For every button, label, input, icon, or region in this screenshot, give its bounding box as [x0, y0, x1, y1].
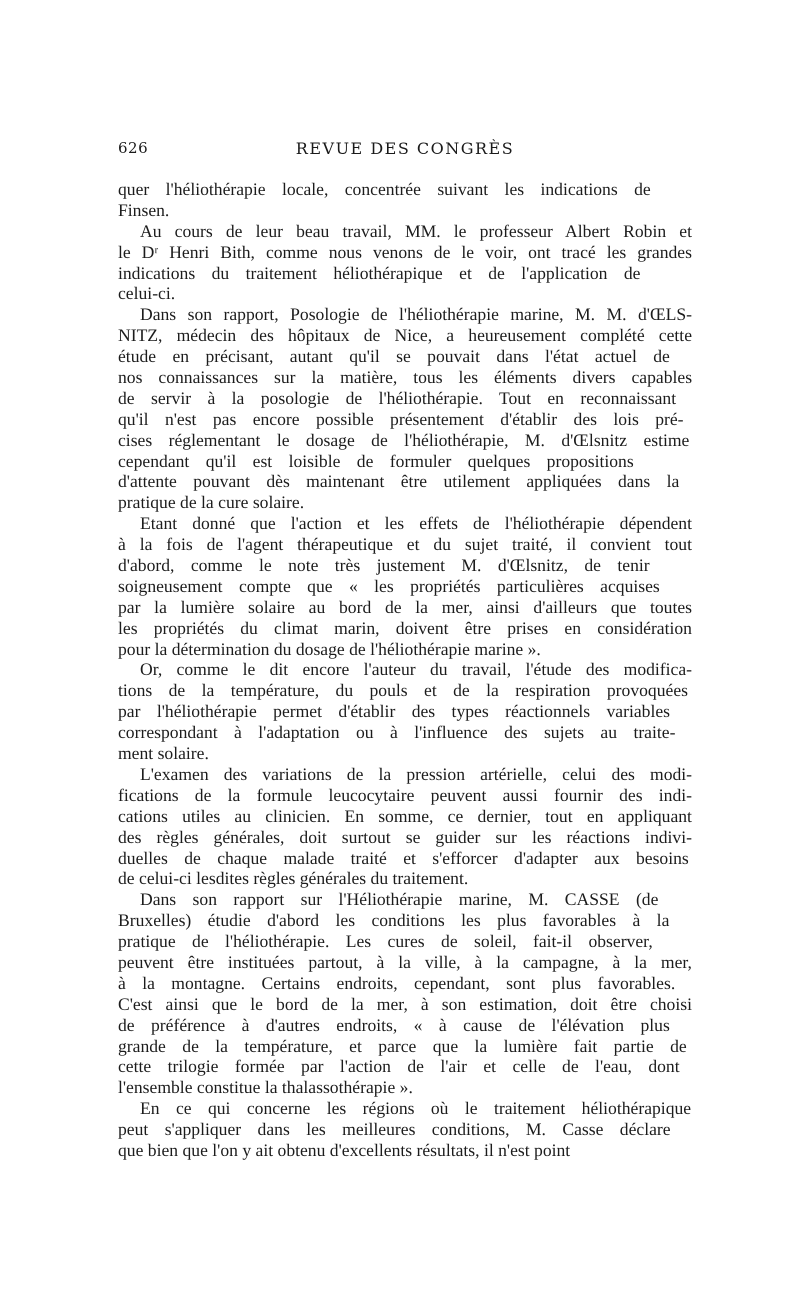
text-line: fications de la formule leucocytaire peuvent aussi fournir des indi- — [118, 784, 693, 805]
text-line: peut s'appliquer dans les meilleures conditions, M. Casse déclare — [118, 1119, 671, 1140]
text-line: Etant donné que l'action et les effets de l'héliothérapie dépendent — [140, 513, 692, 534]
text-line: des règles générales, doit surtout se guider sur les réactions indivi- — [118, 826, 692, 847]
text-line: par l'héliothérapie permet d'établir des types réactionnels variables — [118, 701, 670, 722]
text-line: tions de la température, du pouls et de la respiration provoquées — [118, 680, 688, 701]
page-header — [118, 139, 692, 165]
text-line: indications du traitement héliothérapique et de l'application de — [118, 262, 641, 283]
text-line: C'est ainsi que le bord de la mer, à son estimation, doit être choisi — [118, 993, 692, 1014]
text-line: En ce qui concerne les régions où le traitement héliothérapique — [140, 1098, 692, 1119]
text-line: de celui-ci lesdites règles générales du traitement. — [118, 868, 469, 889]
text-line: Bruxelles) étudie d'abord les conditions les plus favorables à la — [118, 910, 670, 931]
text-line: par la lumière solaire au bord de la mer, ainsi d'ailleurs que toutes — [118, 596, 693, 617]
text-line: que bien que l'on y ait obtenu d'excellents résultats, il n'est point — [118, 1139, 571, 1160]
text-line: étude en précisant, autant qu'il se pouvait dans l'état actuel de — [118, 346, 670, 367]
text-line: nos connaissances sur la matière, tous les éléments divers capables — [118, 367, 693, 388]
text-line: qu'il n'est pas encore possible présentement d'établir des lois pré- — [118, 408, 684, 429]
text-line: soigneusement compte que « les propriétés particulières acquises — [118, 575, 660, 596]
text-line: peuvent être instituées partout, à la ville, à la campagne, à la mer, — [118, 951, 692, 972]
text-line: le Dʳ Henri Bith, comme nous venons de le voir, ont tracé les grandes — [118, 241, 692, 262]
text-line: cependant qu'il est loisible de formuler quelques propositions — [118, 450, 634, 471]
text-line: Dans son rapport, Posologie de l'héliothérapie marine, M. M. d'ŒLS- — [140, 304, 692, 325]
text-line: grande de la température, et parce que la lumière fait partie de — [118, 1035, 687, 1056]
text-line: de servir à la posologie de l'héliothérapie. Tout en reconnaissant — [118, 387, 677, 408]
text-line: les propriétés du climat marin, doivent être prises en considération — [118, 617, 692, 638]
text-line: pour la détermination du dosage de l'héliothérapie marine ». — [118, 638, 541, 659]
text-line: quer l'héliothérapie locale, concentrée suivant les indications de — [118, 179, 651, 199]
text-line: à la fois de l'agent thérapeutique et du sujet traité, il convient tout — [118, 534, 692, 555]
text-line: celui-ci. — [118, 283, 176, 304]
running-head: REVUE DES CONGRÈS — [295, 139, 515, 158]
text-line: pratique de l'héliothérapie. Les cures de soleil, fait-il observer, — [118, 931, 653, 952]
text-line: Au cours de leur beau travail, MM. le professeur Albert Robin et — [140, 220, 692, 241]
text-line: cette trilogie formée par l'action de l'air et celle de l'eau, dont — [118, 1056, 680, 1077]
text-line: ment solaire. — [118, 743, 209, 764]
text-line: Dans son rapport sur l'Héliothérapie marine, M. CASSE (de — [140, 889, 659, 910]
text-line: l'ensemble constitue la thalassothérapie ». — [118, 1077, 413, 1098]
text-line: pratique de la cure solaire. — [118, 492, 305, 513]
body-text — [118, 179, 692, 1161]
text-line: cations utiles au clinicien. En somme, ce dernier, tout en appliquant — [118, 805, 692, 826]
text-line: NITZ, médecin des hôpitaux de Nice, a heureusement complété cette — [118, 325, 693, 346]
text-line: d'abord, comme le note très justement M. d'Œlsnitz, de tenir — [118, 555, 650, 576]
text-line: Or, comme le dit encore l'auteur du travail, l'étude des modifica- — [140, 659, 693, 680]
text-line: correspondant à l'adaptation ou à l'influence des sujets au traite- — [118, 722, 676, 743]
text-line: de préférence à d'autres endroits, « à cause de l'élévation plus — [118, 1014, 670, 1035]
text-line: à la montagne. Certains endroits, cependant, sont plus favorables. — [118, 972, 676, 993]
text-line: d'attente pouvant dès maintenant être utilement appliquées dans la — [118, 471, 680, 492]
text-line: L'examen des variations de la pression artérielle, celui des modi- — [140, 763, 693, 784]
text-line: Finsen. — [118, 199, 170, 220]
page-number: 626 — [118, 139, 149, 157]
text-line: cises réglementant le dosage de l'héliothérapie, M. d'Œlsnitz estime — [118, 429, 690, 450]
text-line: duelles de chaque malade traité et s'efforcer d'adapter aux besoins — [118, 847, 689, 868]
